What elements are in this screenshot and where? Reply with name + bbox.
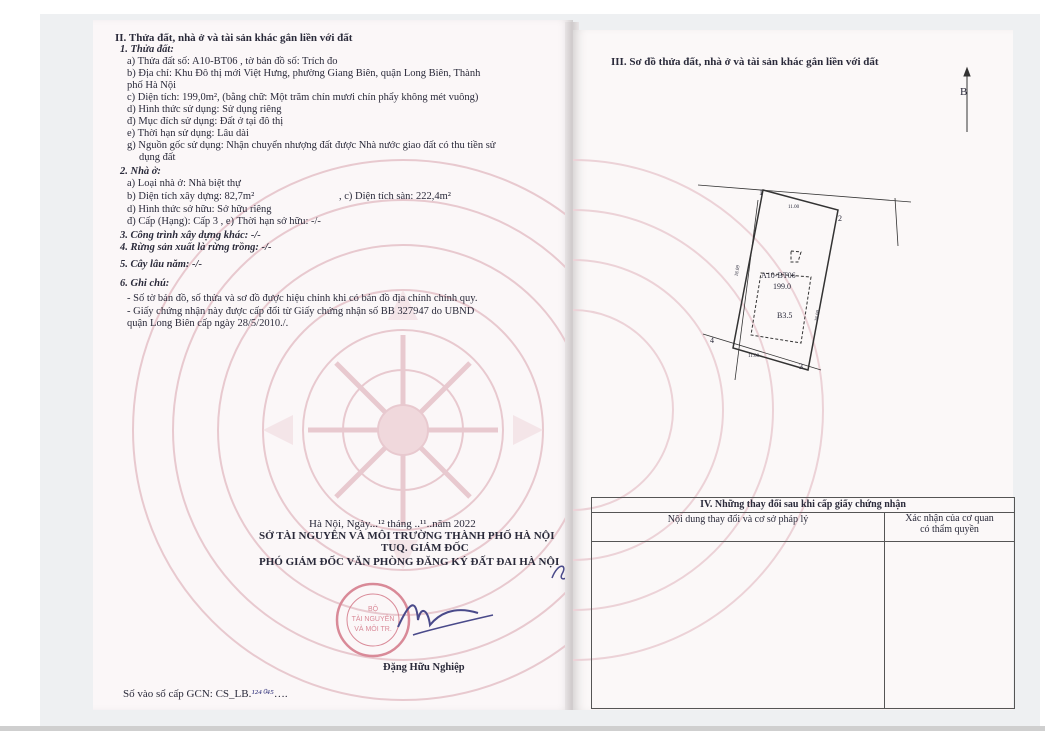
certificate-left-page <box>93 20 573 710</box>
dim-top: 11.00 <box>788 205 800 210</box>
dim-right: 18.09 <box>814 309 822 322</box>
land-parcel-number: a) Thửa đất số: A10-BT06 , tờ bản đồ số: Trích đo <box>127 56 338 67</box>
tuq-director: TUQ. GIÁM ĐỐC <box>381 542 469 554</box>
perennial-trees: 5. Cây lâu năm: -/- <box>120 259 202 270</box>
changes-table <box>591 497 1015 709</box>
svg-text:TÀI NGUYÊN: TÀI NGUYÊN <box>351 616 395 623</box>
house-build-area: b) Diện tích xây dựng: 82,7m² <box>127 191 255 202</box>
lot-id: A10-BT06 <box>761 271 796 280</box>
section-title: II. Thửa đất, nhà ở và tài sản khác gắn liền với đất <box>115 32 353 44</box>
land-address: b) Địa chỉ: Khu Đô thị mới Việt Hưng, phường Giang Biên, quận Long Biên, Thành <box>127 68 481 79</box>
land-origin: g) Nguồn gốc sử dụng: Nhận chuyển nhượng đất được Nhà nước giao đất có thu tiền sử <box>127 140 496 151</box>
house-ownership: d) Hình thức sở hữu: Sở hữu riêng <box>127 204 272 215</box>
changes-table-title: IV. Những thay đổi sau khi cấp giấy chứng nhận <box>592 498 1014 513</box>
confirm-line-2: có thẩm quyền <box>920 524 979 535</box>
land-address-cont: phố Hà Nội <box>127 80 176 91</box>
vertex-4: 4 <box>710 336 714 345</box>
note-2: - Giấy chứng nhận này được cấp đổi từ Giấy chứng nhận số BB 327947 do UBND <box>127 306 475 317</box>
signer-name: Đặng Hữu Nghiệp <box>383 662 465 673</box>
land-area: c) Diện tích: 199,0m², (bằng chữ: Một trăm chín mươi chín phẩy không mét vuông) <box>127 92 479 103</box>
diagram-section-title: III. Sơ đồ thửa đất, nhà ở và tài sản khác gắn liền với đất <box>611 56 879 68</box>
note-3: quận Long Biên cấp ngày 28/5/2010./. <box>127 318 289 329</box>
table-divider <box>884 542 885 708</box>
house-heading: 2. Nhà ở: <box>120 166 161 177</box>
deputy-director-title: PHÓ GIÁM ĐỐC VĂN PHÒNG ĐĂNG KÝ ĐẤT ĐAI HÀ NỘI <box>259 556 560 568</box>
house-grade: đ) Cấp (Hạng): Cấp 3 , e) Thời hạn sở hữu: -/- <box>127 216 321 227</box>
planted-forest: 4. Rừng sản xuất là rừng trồng: -/- <box>120 242 272 253</box>
note-1: - Số tờ bản đồ, số thửa và sơ đồ được hiệu chỉnh khi có bản đồ địa chính chính quy. <box>127 293 478 304</box>
dim-bottom: 11.00 <box>748 354 760 359</box>
register-number-label: Số vào sổ cấp GCN: CS_LB.¹²⁴⁰⁴⁵…. <box>123 688 288 700</box>
other-construction: 3. Công trình xây dựng khác: -/- <box>120 230 261 241</box>
confirm-line-1: Xác nhận của cơ quan <box>905 513 994 524</box>
lot-area: 199.0 <box>773 282 791 291</box>
parcel-diagram <box>573 30 1013 430</box>
vertex-3: 3 <box>799 362 803 371</box>
land-heading: 1. Thửa đất: <box>120 44 174 55</box>
vertex-2: 2 <box>838 214 842 223</box>
land-term: e) Thời hạn sử dụng: Lâu dài <box>127 128 249 139</box>
issue-date: Hà Nội, Ngày...¹² tháng ..¹¹..năm 2022 <box>309 518 476 530</box>
changes-col-content: Nội dung thay đổi và cơ sở pháp lý <box>592 513 885 542</box>
north-label: B <box>960 86 968 98</box>
dim-left: 18.09 <box>734 264 742 277</box>
building-label: B3.5 <box>777 311 793 320</box>
house-type: a) Loại nhà ở: Nhà biệt thự <box>127 178 241 189</box>
bottom-bar <box>0 726 1045 731</box>
svg-text:VÀ MÔI TR.: VÀ MÔI TR. <box>354 626 392 633</box>
department-name: SỞ TÀI NGUYÊN VÀ MÔI TRƯỜNG THÀNH PHỐ HÀ NỘI <box>259 530 555 542</box>
land-origin-cont: dụng đất <box>139 152 176 163</box>
register-handwritten: ¹²⁴⁰⁴⁵ <box>251 688 274 700</box>
register-label: Số vào sổ cấp GCN: CS_LB. <box>123 688 252 700</box>
notes-heading: 6. Ghi chú: <box>120 278 170 289</box>
land-purpose: đ) Mục đích sử dụng: Đất ở tại đô thị <box>127 116 284 127</box>
official-seal <box>318 575 498 670</box>
changes-col-confirm <box>885 513 1014 542</box>
land-usage-form: d) Hình thức sử dụng: Sử dụng riêng <box>127 104 282 115</box>
house-floor-area: , c) Diện tích sàn: 222,4m² <box>339 191 451 202</box>
vertex-1: 1 <box>759 188 763 197</box>
svg-text:BỘ: BỘ <box>367 606 379 613</box>
